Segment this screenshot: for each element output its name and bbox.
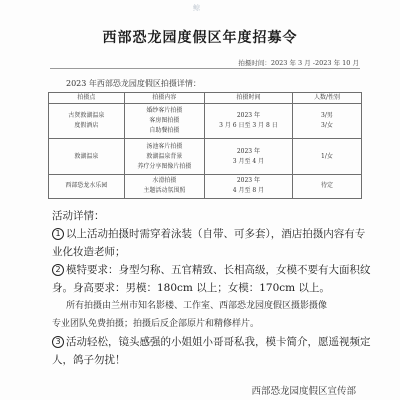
cell-line: 养疗分享图像片拍摄 (137, 162, 192, 170)
details-heading: 活动详情： (52, 210, 105, 222)
shooting-period: 拍摄时间：2023 年 3 月 -2023 年 10 月 (238, 59, 359, 67)
detail-text: 活动轻松，镜头感强的小姐姐小哥哥私我，模卡简介，愿遥视频定 (66, 336, 371, 348)
cell-line: 3 月至 4 月 (232, 157, 265, 165)
cell-location (49, 104, 125, 139)
cell-line: 3 月 6 日至 3 月 8 日 (219, 122, 278, 130)
detail-item (52, 225, 372, 243)
table-header-row (49, 93, 362, 104)
cell-line: 2023 年 (236, 147, 261, 155)
number-badge: 1 (52, 228, 64, 240)
detail-text: 以上活动拍摄时需穿着泳装（自带、可多套），酒店拍摄内容有专 (66, 228, 366, 240)
cell-line: 4 月至 8 月 (232, 187, 265, 195)
cell-content (124, 104, 204, 139)
cell-content (124, 174, 204, 198)
activity-details (52, 207, 372, 369)
cell-line: 主题活动氛围照 (143, 187, 186, 195)
cell-line: 西部恐龙水乐园 (65, 182, 108, 190)
detail-item (52, 297, 372, 315)
cell-content (124, 139, 204, 174)
cell-location (49, 139, 125, 174)
table-row (49, 174, 362, 198)
detail-text: 专业团队免费拍摄；拍摄后反企部原片和精修样片。 (52, 319, 260, 329)
cell-time (204, 104, 292, 139)
detail-item (52, 261, 372, 279)
table-row (49, 104, 362, 139)
cell-time (204, 174, 292, 198)
logo: 鲸 (193, 4, 201, 12)
cell-line: 敦湖温泉背景 (146, 152, 183, 160)
cell-line: 古贤敦湖温泉 (68, 112, 105, 120)
header-people: 人数/性别 (292, 93, 361, 104)
signature: 西部恐龙园度假区宣传部 (251, 386, 356, 397)
cell-line: 敦湖温泉 (74, 152, 99, 160)
cell-line: 汤池客片拍摄 (146, 142, 183, 150)
detail-text: 人，鸽子勿扰！ (52, 354, 126, 366)
cell-people (292, 104, 361, 139)
detail-item (52, 279, 372, 297)
detail-text: 所有拍摄由兰州市知名影楼、工作室、西部恐龙园度假区摄影摄像 (66, 301, 328, 311)
intro-text: 2023 年西部恐龙园度假区拍摄详情： (66, 79, 201, 88)
cell-line: 2023 年 (236, 177, 261, 185)
header-time: 拍摄时间 (204, 93, 292, 104)
header-content: 拍摄内容 (124, 93, 204, 104)
cell-line: 待定 (320, 182, 333, 190)
cell-line: 婚纱客片拍摄 (146, 107, 183, 115)
cell-time (204, 139, 292, 174)
cell-line: 2023 年 (236, 112, 261, 120)
cell-people (292, 174, 361, 198)
cell-line: 3/男 (321, 112, 333, 120)
cell-line: 3/女 (321, 122, 333, 130)
detail-text: 模特要求：身型匀称、五官精致、长相高级，女模不要有大面积纹 (66, 264, 371, 276)
cell-line: 水滑拍摄 (152, 177, 177, 185)
table-row (49, 139, 362, 174)
number-badge: 2 (52, 264, 64, 276)
detail-item (52, 243, 372, 261)
detail-item (52, 351, 372, 369)
cell-people (292, 139, 361, 174)
header-location: 拍摄点 (49, 93, 125, 104)
detail-item (52, 315, 372, 333)
cell-line: 客房图拍摄 (149, 117, 180, 125)
detail-text: 业化妆造老师； (52, 246, 126, 258)
cell-line: 自助餐拍摄 (149, 127, 180, 135)
divider (50, 68, 360, 69)
schedule-table (48, 92, 362, 199)
cell-line: 1/女 (321, 152, 333, 160)
detail-item (52, 333, 372, 351)
number-badge: 3 (52, 336, 64, 348)
cell-location (49, 174, 125, 198)
page-title: 西部恐龙园度假区年度招募令 (102, 30, 298, 46)
cell-line: 度假酒店 (74, 122, 99, 130)
detail-text: 身。身高要求：男模：180cm 以上；女模：170cm 以上。 (52, 282, 330, 294)
